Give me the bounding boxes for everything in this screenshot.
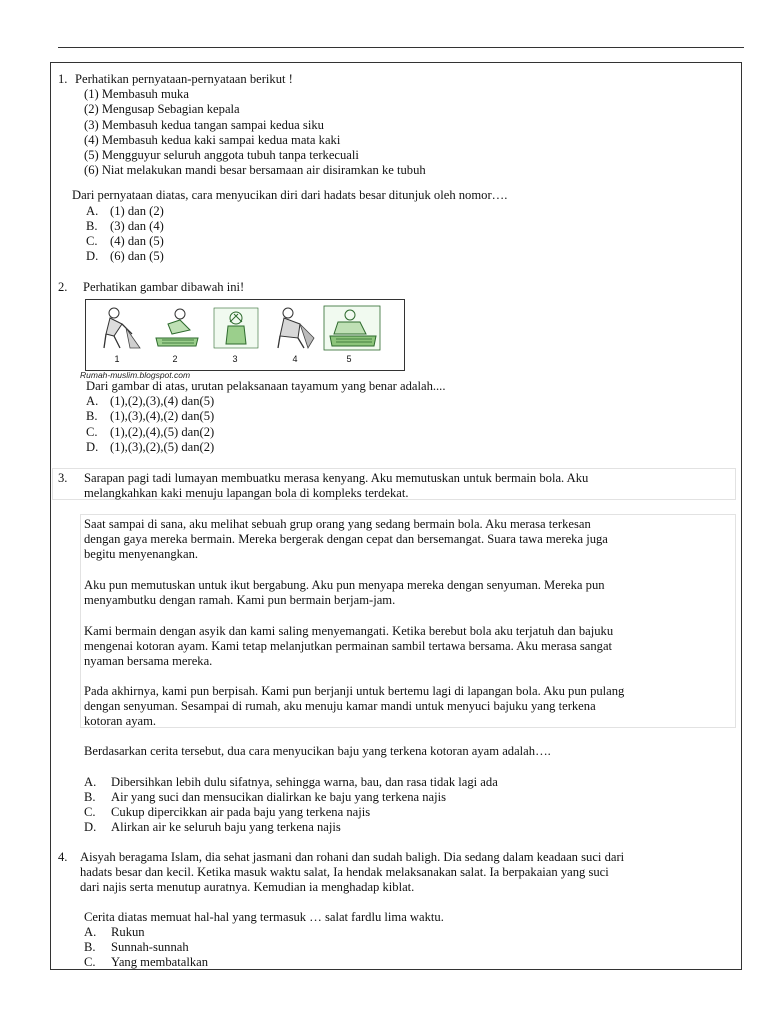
option-letter: A. <box>86 204 99 218</box>
q1-statement: (1) Membasuh muka <box>84 87 189 101</box>
header-rule <box>58 47 744 48</box>
figure-step-3 <box>210 304 264 352</box>
q1-option-d[interactable] <box>86 249 164 264</box>
q4-intro-line: hadats besar dan kecil. Ketika masuk waktu salat, Ia hendak melaksanakan salat. Ia berpakaian yang suci <box>80 865 609 879</box>
option-letter: D. <box>86 249 99 263</box>
q3-option-c[interactable] <box>84 805 370 820</box>
option-text: Cukup dipercikkan air pada baju yang terkena najis <box>111 805 371 819</box>
option-letter: C. <box>86 425 98 439</box>
q3-option-d[interactable] <box>84 820 341 835</box>
story-line: mengenai kotoran ayam. Kami tetap melanjutkan permainan sambil tertawa bersama. Aku merasa sangat <box>84 639 613 653</box>
q1-statement: (3) Membasuh kedua tangan sampai kedua siku <box>84 118 324 132</box>
story-line: menyambutku dengan ramah. Kami pun bermain berjam-jam. <box>84 593 396 607</box>
figure-step-4 <box>268 304 322 352</box>
tayamum-illustration <box>85 299 405 371</box>
q1-number: 1. <box>58 72 68 86</box>
q3-intro-line: melangkahkan kaki menuju lapangan bola di kompleks terdekat. <box>84 486 409 500</box>
option-text: (6) dan (5) <box>110 249 164 263</box>
figure-number: 5 <box>346 354 352 364</box>
option-text: (1),(2),(3),(4) dan(5) <box>110 394 215 408</box>
option-letter: B. <box>84 940 96 954</box>
q1-statement: (4) Membasuh kedua kaki sampai kedua mata kaki <box>84 133 341 147</box>
figure-number: 1 <box>114 354 120 364</box>
q3-number: 3. <box>58 471 68 485</box>
q2-question: Dari gambar di atas, urutan pelaksanaan tayamum yang benar adalah.... <box>86 379 446 393</box>
option-letter: A. <box>86 394 99 408</box>
option-text: Yang membatalkan <box>111 955 209 969</box>
story-line: kotoran ayam. <box>84 714 157 728</box>
option-text: (4) dan (5) <box>110 234 164 248</box>
q4-option-b[interactable] <box>84 940 189 955</box>
figure-number: 3 <box>232 354 238 364</box>
option-letter: C. <box>84 805 96 819</box>
option-letter: A. <box>84 925 97 939</box>
q1-option-c[interactable] <box>86 234 164 249</box>
option-text: (1),(3),(2),(5) dan(2) <box>110 440 215 454</box>
story-line: Pada akhirnya, kami pun berpisah. Kami pun berjanji untuk bertemu lagi di lapangan bola. Aku pun pulang <box>84 684 625 698</box>
q4-option-a[interactable] <box>84 925 145 940</box>
option-letter: A. <box>84 775 97 789</box>
option-letter: B. <box>86 409 98 423</box>
q4-number: 4. <box>58 850 68 864</box>
story-line: nyaman bersama mereka. <box>84 654 213 668</box>
q2-option-c[interactable] <box>86 425 214 440</box>
option-letter: D. <box>84 820 97 834</box>
q1-option-a[interactable] <box>86 204 164 219</box>
option-text: (3) dan (4) <box>110 219 164 233</box>
figure-number: 2 <box>172 354 178 364</box>
q3-intro-line: Sarapan pagi tadi lumayan membuatku merasa kenyang. Aku memutuskan untuk bermain bola. Aku <box>84 471 589 485</box>
q1-statement: (5) Mengguyur seluruh anggota tubuh tanpa terkecuali <box>84 148 359 162</box>
q4-intro-line: Aisyah beragama Islam, dia sehat jasmani dan rohani dan sudah baligh. Dia sedang dalam keadaan suci dari <box>80 850 625 864</box>
option-text: (1),(3),(4),(2) dan(5) <box>110 409 215 423</box>
story-line: Kami bermain dengan asyik dan kami saling menyemangati. Ketika berebut bola aku terjatuh dan bajuku <box>84 624 614 638</box>
option-text: Air yang suci dan mensucikan dialirkan ke baju yang terkena najis <box>111 790 447 804</box>
figure-number: 4 <box>292 354 298 364</box>
q1-question: Dari pernyataan diatas, cara menyucikan diri dari hadats besar ditunjuk oleh nomor…. <box>72 188 508 202</box>
q3-option-b[interactable] <box>84 790 446 805</box>
q1-statement: (2) Mengusap Sebagian kepala <box>84 102 240 116</box>
q2-option-a[interactable] <box>86 394 214 409</box>
q2-option-b[interactable] <box>86 409 214 424</box>
option-text: Dibersihkan lebih dulu sifatnya, sehingga warna, bau, dan rasa tidak lagi ada <box>111 775 498 789</box>
q4-intro-line: dari najis serta menutup auratnya. Kemudian ia menghadap kiblat. <box>80 880 415 894</box>
figure-step-1 <box>92 304 146 352</box>
story-line: Saat sampai di sana, aku melihat sebuah grup orang yang sedang bermain bola. Aku merasa terkesan <box>84 517 591 531</box>
q4-question: Cerita diatas memuat hal-hal yang termasuk … salat fardlu lima waktu. <box>84 910 444 924</box>
option-text: (1),(2),(4),(5) dan(2) <box>110 425 215 439</box>
q1-stem: Perhatikan pernyataan-pernyataan berikut ! <box>75 72 293 86</box>
option-letter: B. <box>86 219 98 233</box>
q3-option-a[interactable] <box>84 775 498 790</box>
figure-caption: Rumah-muslim.blogspot.com <box>80 370 191 380</box>
q4-option-c[interactable] <box>84 955 208 970</box>
q2-stem: Perhatikan gambar dibawah ini! <box>83 280 245 294</box>
q3-question: Berdasarkan cerita tersebut, dua cara menyucikan baju yang terkena kotoran ayam adalah…. <box>84 744 551 758</box>
option-letter: D. <box>86 440 99 454</box>
story-line: dengan senyuman. Sesampai di rumah, aku menuju kamar mandi untuk menyuci bajuku yang terkena <box>84 699 596 713</box>
q2-number: 2. <box>58 280 68 294</box>
story-line: Aku pun memutuskan untuk ikut bergabung. Aku pun menyapa mereka dengan senyuman. Mereka pun <box>84 578 605 592</box>
q1-statement: (6) Niat melakukan mandi besar bersamaan air disiramkan ke tubuh <box>84 163 426 177</box>
option-text: Sunnah-sunnah <box>111 940 189 954</box>
option-text: (1) dan (2) <box>110 204 164 218</box>
option-letter: C. <box>84 955 96 969</box>
option-letter: B. <box>84 790 96 804</box>
option-text: Rukun <box>111 925 145 939</box>
story-line: begitu menyenangkan. <box>84 547 199 561</box>
figure-step-5 <box>322 304 382 352</box>
option-text: Alirkan air ke seluruh baju yang terkena najis <box>111 820 341 834</box>
q1-option-b[interactable] <box>86 219 164 234</box>
option-letter: C. <box>86 234 98 248</box>
story-line: dengan gaya mereka bermain. Mereka bergerak dengan cepat dan bersemangat. Suara tawa mereka juga <box>84 532 608 546</box>
figure-step-2 <box>150 304 204 352</box>
q2-option-d[interactable] <box>86 440 214 455</box>
